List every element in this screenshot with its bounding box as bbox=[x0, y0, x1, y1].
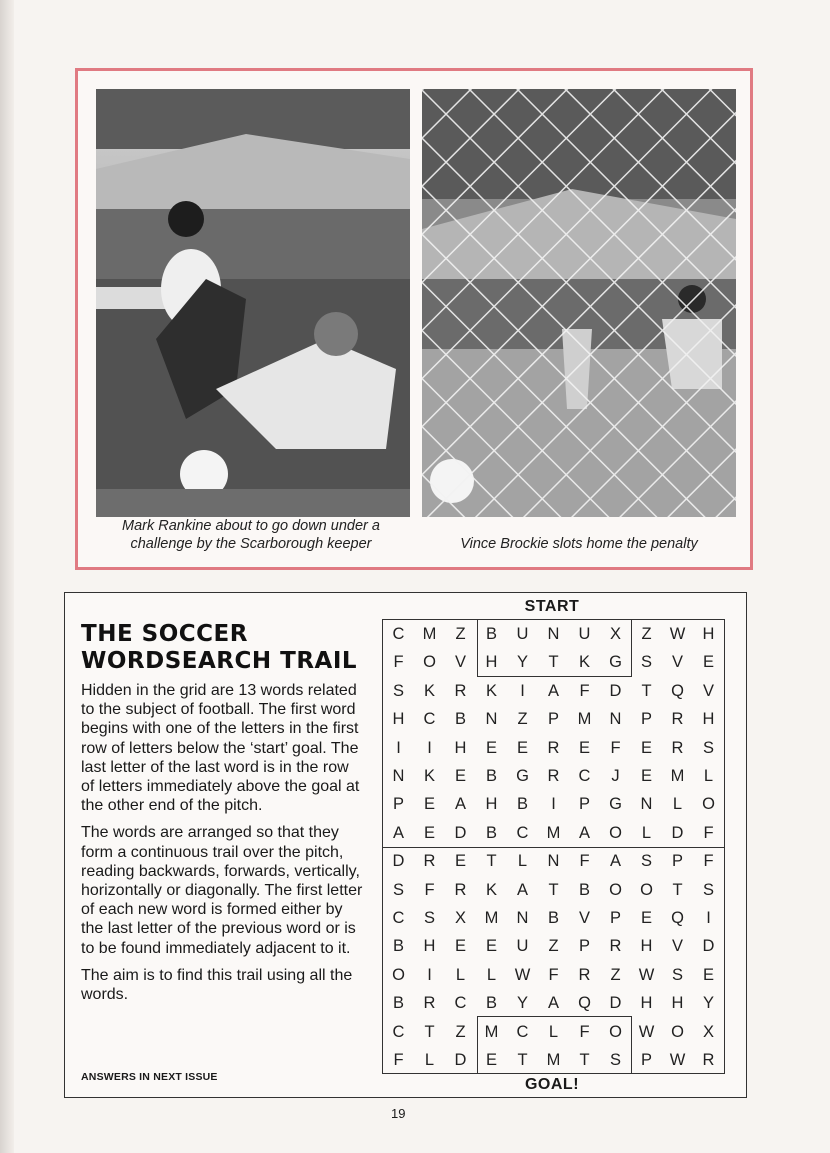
grid-letter: E bbox=[423, 795, 435, 814]
grid-letter: W bbox=[514, 965, 531, 984]
page-binding-edge bbox=[0, 0, 14, 1153]
grid-letter: F bbox=[424, 880, 435, 899]
grid-letter: H bbox=[485, 795, 498, 814]
grid-row bbox=[383, 1018, 724, 1046]
grid-letter: M bbox=[484, 1022, 499, 1041]
grid-letter: M bbox=[422, 625, 437, 643]
grid-row bbox=[383, 790, 724, 818]
grid-letter: H bbox=[454, 738, 467, 757]
grid-letter: W bbox=[669, 1051, 686, 1069]
grid-letter: C bbox=[392, 625, 405, 643]
grid-letter: B bbox=[547, 909, 559, 927]
grid-row bbox=[383, 904, 724, 932]
grid-letter: L bbox=[703, 767, 714, 785]
grid-letter: R bbox=[547, 767, 560, 785]
grid-letter: B bbox=[454, 710, 466, 729]
grid-letter: Y bbox=[516, 653, 528, 672]
grid-letter: R bbox=[578, 965, 591, 984]
grid-letter: J bbox=[611, 767, 620, 785]
caption-left-line2: challenge by the Scarborough keeper bbox=[130, 536, 372, 552]
grid-letter: Z bbox=[455, 625, 466, 643]
grid-letter: T bbox=[548, 880, 559, 899]
grid-letter: S bbox=[640, 852, 652, 871]
grid-letter: H bbox=[702, 625, 715, 643]
grid-letter: T bbox=[641, 681, 652, 700]
grid-letter: C bbox=[516, 1022, 529, 1041]
grid-letter: Q bbox=[578, 994, 591, 1013]
grid-letter: V bbox=[671, 653, 683, 672]
grid-letter: K bbox=[423, 681, 435, 700]
grid-letter: S bbox=[609, 1051, 621, 1069]
grid-letter: K bbox=[578, 653, 590, 672]
grid-letter: A bbox=[547, 994, 559, 1013]
grid-row bbox=[383, 961, 724, 989]
grid-row bbox=[383, 876, 724, 904]
grid-letter: U bbox=[516, 937, 529, 956]
grid-letter: C bbox=[423, 710, 436, 729]
grid-letter: O bbox=[702, 795, 715, 814]
grid-letter: S bbox=[640, 653, 652, 672]
grid-letter: L bbox=[486, 965, 497, 984]
grid-letter: U bbox=[516, 625, 529, 643]
grid-letter: I bbox=[396, 738, 401, 757]
grid-letter: N bbox=[609, 710, 622, 729]
grid-letter: I bbox=[427, 738, 432, 757]
grid-letter: Z bbox=[610, 965, 621, 984]
grid-letter: B bbox=[485, 823, 497, 842]
instructions-paragraph-1: Hidden in the grid are 13 words related to the subject of football. The first word begins with one of the letters in the first row of letters below the ‘start’ goal. The last letter of the last word is in the row of letters immediately above the goal at the other end of the pitch. bbox=[81, 682, 360, 815]
grid-letter: O bbox=[640, 880, 653, 899]
grid-letter: T bbox=[486, 852, 497, 871]
grid-letter: O bbox=[609, 880, 622, 899]
grid-letter: R bbox=[423, 852, 436, 871]
grid-letter: P bbox=[609, 909, 621, 927]
grid-letter: O bbox=[609, 1022, 622, 1041]
grid-row bbox=[383, 620, 724, 648]
grid-letter: E bbox=[702, 965, 714, 984]
grid-row bbox=[383, 1046, 724, 1074]
grid-letter: E bbox=[640, 909, 652, 927]
grid-letter: D bbox=[392, 852, 405, 871]
grid-letter: Y bbox=[702, 994, 714, 1013]
grid-letter: C bbox=[516, 823, 529, 842]
grid-letter: B bbox=[485, 767, 497, 785]
grid-letter: Q bbox=[671, 909, 684, 927]
grid-letter: E bbox=[454, 937, 466, 956]
grid-letter: Z bbox=[548, 937, 559, 956]
grid-letter: R bbox=[671, 738, 684, 757]
grid-letter: S bbox=[392, 880, 404, 899]
puzzle-title-line1: THE SOCCER bbox=[81, 621, 248, 647]
grid-letter: V bbox=[702, 681, 714, 700]
grid-letter: V bbox=[454, 653, 466, 672]
grid-letter: C bbox=[578, 767, 591, 785]
grid-letter: S bbox=[702, 738, 714, 757]
grid-letter: H bbox=[640, 994, 653, 1013]
grid-letter: L bbox=[548, 1022, 559, 1041]
grid-letter: R bbox=[671, 710, 684, 729]
grid-letter: N bbox=[516, 909, 529, 927]
grid-letter: B bbox=[485, 994, 497, 1013]
grid-letter: T bbox=[579, 1051, 590, 1069]
grid-letter: A bbox=[392, 823, 404, 842]
grid-letter: N bbox=[392, 767, 405, 785]
grid-letter: C bbox=[392, 1022, 405, 1041]
grid-letter: L bbox=[672, 795, 683, 814]
puzzle-title bbox=[81, 621, 371, 675]
grid-letter: S bbox=[702, 880, 714, 899]
grid-letter: N bbox=[640, 795, 653, 814]
grid-letter: W bbox=[638, 1022, 655, 1041]
grid-letter: R bbox=[609, 937, 622, 956]
grid-letter: F bbox=[579, 1022, 590, 1041]
grid-letter: N bbox=[485, 710, 498, 729]
grid-letter: H bbox=[423, 937, 436, 956]
grid-letter: Q bbox=[671, 681, 684, 700]
grid-letter: R bbox=[454, 880, 467, 899]
grid-letter: M bbox=[577, 710, 592, 729]
grid-letter: H bbox=[671, 994, 684, 1013]
grid-row bbox=[383, 762, 724, 790]
grid-letter: E bbox=[454, 767, 466, 785]
grid-row bbox=[383, 705, 724, 733]
photo-panel bbox=[75, 68, 753, 570]
grid-letter: B bbox=[392, 994, 404, 1013]
grid-letter: R bbox=[702, 1051, 715, 1069]
grid-letter: F bbox=[548, 965, 559, 984]
grid-letter: T bbox=[548, 653, 559, 672]
instructions bbox=[81, 681, 366, 1012]
grid-letter: V bbox=[578, 909, 590, 927]
grid-row bbox=[383, 847, 724, 875]
start-label: START bbox=[524, 598, 580, 615]
grid-letter: M bbox=[546, 1051, 561, 1069]
grid-letter: L bbox=[517, 852, 528, 871]
grid-letter: W bbox=[669, 625, 686, 643]
page-number: 19 bbox=[391, 1106, 406, 1121]
puzzle-title-line2: WORDSEARCH TRAIL bbox=[81, 648, 358, 674]
caption-left-line1: Mark Rankine about to go down under a bbox=[122, 518, 380, 534]
grid-letter: P bbox=[392, 795, 404, 814]
grid-letter: G bbox=[609, 795, 622, 814]
grid-letter: S bbox=[392, 681, 404, 700]
grid-letter: F bbox=[579, 681, 590, 700]
grid-letter: A bbox=[547, 681, 559, 700]
grid-letter: A bbox=[516, 880, 528, 899]
grid-letter: F bbox=[579, 852, 590, 871]
grid-letter: Z bbox=[641, 625, 652, 643]
grid-letter: K bbox=[423, 767, 435, 785]
grid-letter: E bbox=[640, 738, 652, 757]
grid-letter: E bbox=[485, 738, 497, 757]
grid-letter: N bbox=[547, 625, 560, 643]
grid-letter: X bbox=[702, 1022, 714, 1041]
grid-letter: F bbox=[393, 653, 404, 672]
grid-letter: I bbox=[551, 795, 556, 814]
grid-letter: U bbox=[578, 625, 591, 643]
grid-letter: L bbox=[424, 1051, 435, 1069]
grid-letter: I bbox=[520, 681, 525, 700]
grid-letter: G bbox=[516, 767, 529, 785]
grid-letter: E bbox=[454, 852, 466, 871]
wordsearch-puzzle bbox=[64, 592, 747, 1098]
grid-letter: D bbox=[671, 823, 684, 842]
grid-letter: F bbox=[393, 1051, 404, 1069]
grid-letter: K bbox=[485, 681, 497, 700]
grid-letter: B bbox=[392, 937, 404, 956]
grid-letter: X bbox=[454, 909, 466, 927]
grid-letter: D bbox=[454, 823, 467, 842]
caption-left bbox=[86, 517, 416, 553]
grid-letter: W bbox=[638, 965, 655, 984]
grid-letter: T bbox=[517, 1051, 528, 1069]
grid-letter: D bbox=[702, 937, 715, 956]
grid-letter: V bbox=[671, 937, 683, 956]
grid-letter: A bbox=[454, 795, 466, 814]
grid-letter: I bbox=[427, 965, 432, 984]
grid-row bbox=[383, 989, 724, 1017]
grid-letter: E bbox=[423, 823, 435, 842]
photo-mark-rankine bbox=[96, 89, 410, 517]
grid-letter: P bbox=[671, 852, 683, 871]
grid-letter: H bbox=[702, 710, 715, 729]
grid-letter: E bbox=[702, 653, 714, 672]
caption-right: Vince Brockie slots home the penalty bbox=[460, 536, 698, 552]
grid-letter: F bbox=[703, 823, 714, 842]
grid-letter: T bbox=[672, 880, 683, 899]
grid-letter: Y bbox=[516, 994, 528, 1013]
grid-letter: A bbox=[609, 852, 621, 871]
grid-letter: E bbox=[485, 1051, 497, 1069]
grid-letter: L bbox=[455, 965, 466, 984]
grid-row bbox=[383, 734, 724, 762]
grid-letter: M bbox=[484, 909, 499, 927]
grid-letter: R bbox=[423, 994, 436, 1013]
grid-letter: E bbox=[578, 738, 590, 757]
goal-label: GOAL! bbox=[524, 1076, 580, 1093]
grid-letter: Z bbox=[455, 1022, 466, 1041]
photo-vince-brockie bbox=[422, 89, 736, 517]
grid-letter: B bbox=[485, 625, 497, 643]
grid-letter: R bbox=[454, 681, 467, 700]
grid-letter: B bbox=[578, 880, 590, 899]
grid-row bbox=[383, 648, 724, 676]
grid-letter: K bbox=[485, 880, 497, 899]
grid-letter: S bbox=[423, 909, 435, 927]
grid-letter: H bbox=[485, 653, 498, 672]
grid-letter: O bbox=[423, 653, 436, 672]
answers-note: ANSWERS IN NEXT ISSUE bbox=[81, 1071, 218, 1083]
grid-letter: E bbox=[516, 738, 528, 757]
grid-letter: M bbox=[670, 767, 685, 785]
grid-letter: S bbox=[671, 965, 683, 984]
grid-letter: O bbox=[671, 1022, 684, 1041]
grid-letter: C bbox=[454, 994, 467, 1013]
grid-letter: X bbox=[609, 625, 621, 643]
grid-letter: G bbox=[609, 653, 622, 672]
grid-letter: F bbox=[610, 738, 621, 757]
grid-letter: P bbox=[640, 1051, 652, 1069]
grid-letter: H bbox=[640, 937, 653, 956]
grid-letter: D bbox=[609, 994, 622, 1013]
grid-letter: O bbox=[609, 823, 622, 842]
letter-grid bbox=[382, 619, 725, 1074]
instructions-paragraph-3: The aim is to find this trail using all the words. bbox=[81, 966, 353, 1004]
grid-letter: N bbox=[547, 852, 560, 871]
grid-letter: P bbox=[640, 710, 652, 729]
grid-letter: A bbox=[578, 823, 590, 842]
grid-letter: E bbox=[485, 937, 497, 956]
grid-letter: F bbox=[703, 852, 714, 871]
grid-letter: C bbox=[392, 909, 405, 927]
grid-letter: M bbox=[546, 823, 561, 842]
grid-letter: Z bbox=[517, 710, 528, 729]
grid-letter: O bbox=[392, 965, 405, 984]
grid-letter: B bbox=[516, 795, 528, 814]
grid-letter: E bbox=[640, 767, 652, 785]
grid-row bbox=[383, 677, 724, 705]
grid-letter: H bbox=[392, 710, 405, 729]
instructions-paragraph-2: The words are arranged so that they form a continuous trail over the pitch, reading backwards, forwards, vertically, horizontally or diagonally. The first letter of each new word is formed either by the last letter of the previous word or is to be found immediately adjacent to it. bbox=[81, 824, 363, 957]
grid-letter: P bbox=[578, 795, 590, 814]
grid-letter: D bbox=[454, 1051, 467, 1069]
grid-letter: P bbox=[578, 937, 590, 956]
grid-row bbox=[383, 819, 724, 847]
grid-letter: D bbox=[609, 681, 622, 700]
grid-letter: L bbox=[641, 823, 652, 842]
grid-row bbox=[383, 932, 724, 960]
grid-letter: R bbox=[547, 738, 560, 757]
grid-letter: P bbox=[547, 710, 559, 729]
grid-letter: I bbox=[706, 909, 711, 927]
grid-letter: T bbox=[424, 1022, 435, 1041]
